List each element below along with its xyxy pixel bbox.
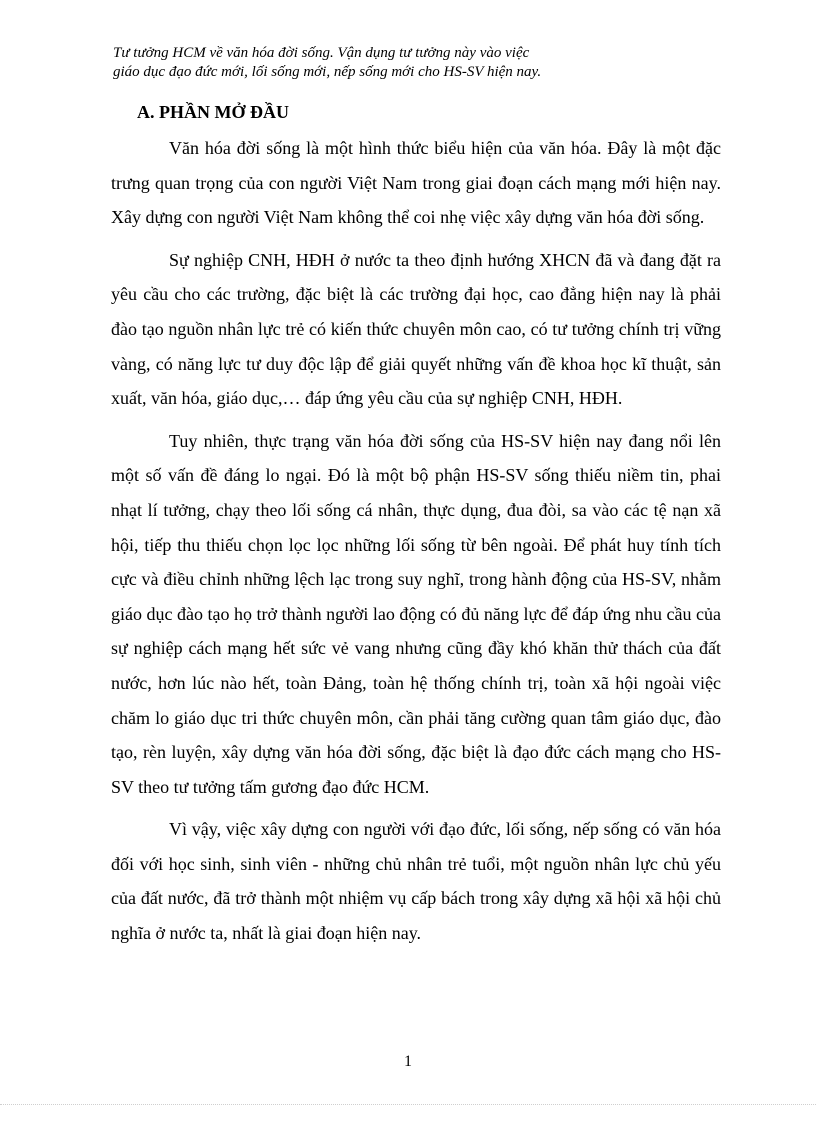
running-header: [113, 44, 713, 82]
page-bottom-divider: [0, 1104, 816, 1105]
body-text: [111, 131, 721, 959]
paragraph: Sự nghiệp CNH, HĐH ở nước ta theo định hướng XHCN đã và đang đặt ra yêu cầu cho các trường, đặc biệt là các trường đại học, cao đẳng hiện nay là phải đào tạo nguồn nhân lực trẻ có kiến thức chuyên môn cao, có tư tưởng chính trị vững vàng, có năng lực tư duy độc lập để giải quyết những vấn đề khoa học kĩ thuật, sản xuất, văn hóa, giáo dục,… đáp ứng yêu cầu của sự nghiệp CNH, HĐH.: [111, 249, 721, 409]
paragraph: Văn hóa đời sống là một hình thức biểu hiện của văn hóa. Đây là một đặc trưng quan trọng của con người Việt Nam trong giai đoạn cách mạng mới hiện nay. Xây dựng con người Việt Nam không thể coi nhẹ việc xây dựng văn hóa đời sống.: [111, 138, 721, 228]
page-number: 1: [404, 1053, 412, 1070]
paragraph: Tuy nhiên, thực trạng văn hóa đời sống của HS-SV hiện nay đang nổi lên một số vấn đề đáng lo ngại. Đó là một bộ phận HS-SV sống thiếu niềm tin, phai nhạt lí tưởng, chạy theo lối sống cá nhân, thực dụng, đua đòi, sa vào các tệ nạn xã hội, tiếp thu thiếu chọn lọc lọc những lối sống từ bên ngoài. Để phát huy tính tích cực và điều chỉnh những lệch lạc trong suy nghĩ, trong hành động của HS-SV, nhằm giáo dục đào tạo họ trở thành người lao động có đủ năng lực để đáp ứng nhu cầu của sự nghiệp cách mạng hết sức vẻ vang nhưng cũng đầy khó khăn thử thách của đất nước, hơn lúc nào hết, toàn Đảng, toàn hệ thống chính trị, toàn xã hội ngoài việc chăm lo giáo dục tri thức chuyên môn, cần phải tăng cường quan tâm giáo dục, đào tạo, rèn luyện, xây dựng văn hóa đời sống, đặc biệt là đạo đức cách mạng cho HS-SV theo tư tưởng tấm gương đạo đức HCM.: [111, 430, 721, 797]
section-heading: A. PHẦN MỞ ĐẦU: [137, 102, 289, 122]
paragraph: Vì vậy, việc xây dựng con người với đạo đức, lối sống, nếp sống có văn hóa đối với học sinh, sinh viên - những chủ nhân trẻ tuổi, một nguồn nhân lực chủ yếu của đất nước, đã trở thành một nhiệm vụ cấp bách trong xây dựng xã hội xã hội chủ nghĩa ở nước ta, nhất là giai đoạn hiện nay.: [111, 819, 721, 944]
running-header-line-2: giáo dục đạo đức mới, lối sống mới, nếp sống mới cho HS-SV hiện nay.: [113, 64, 542, 80]
running-header-line-1: Tư tưởng HCM về văn hóa đời sống. Vận dụng tư tưởng này vào việc: [113, 45, 530, 61]
